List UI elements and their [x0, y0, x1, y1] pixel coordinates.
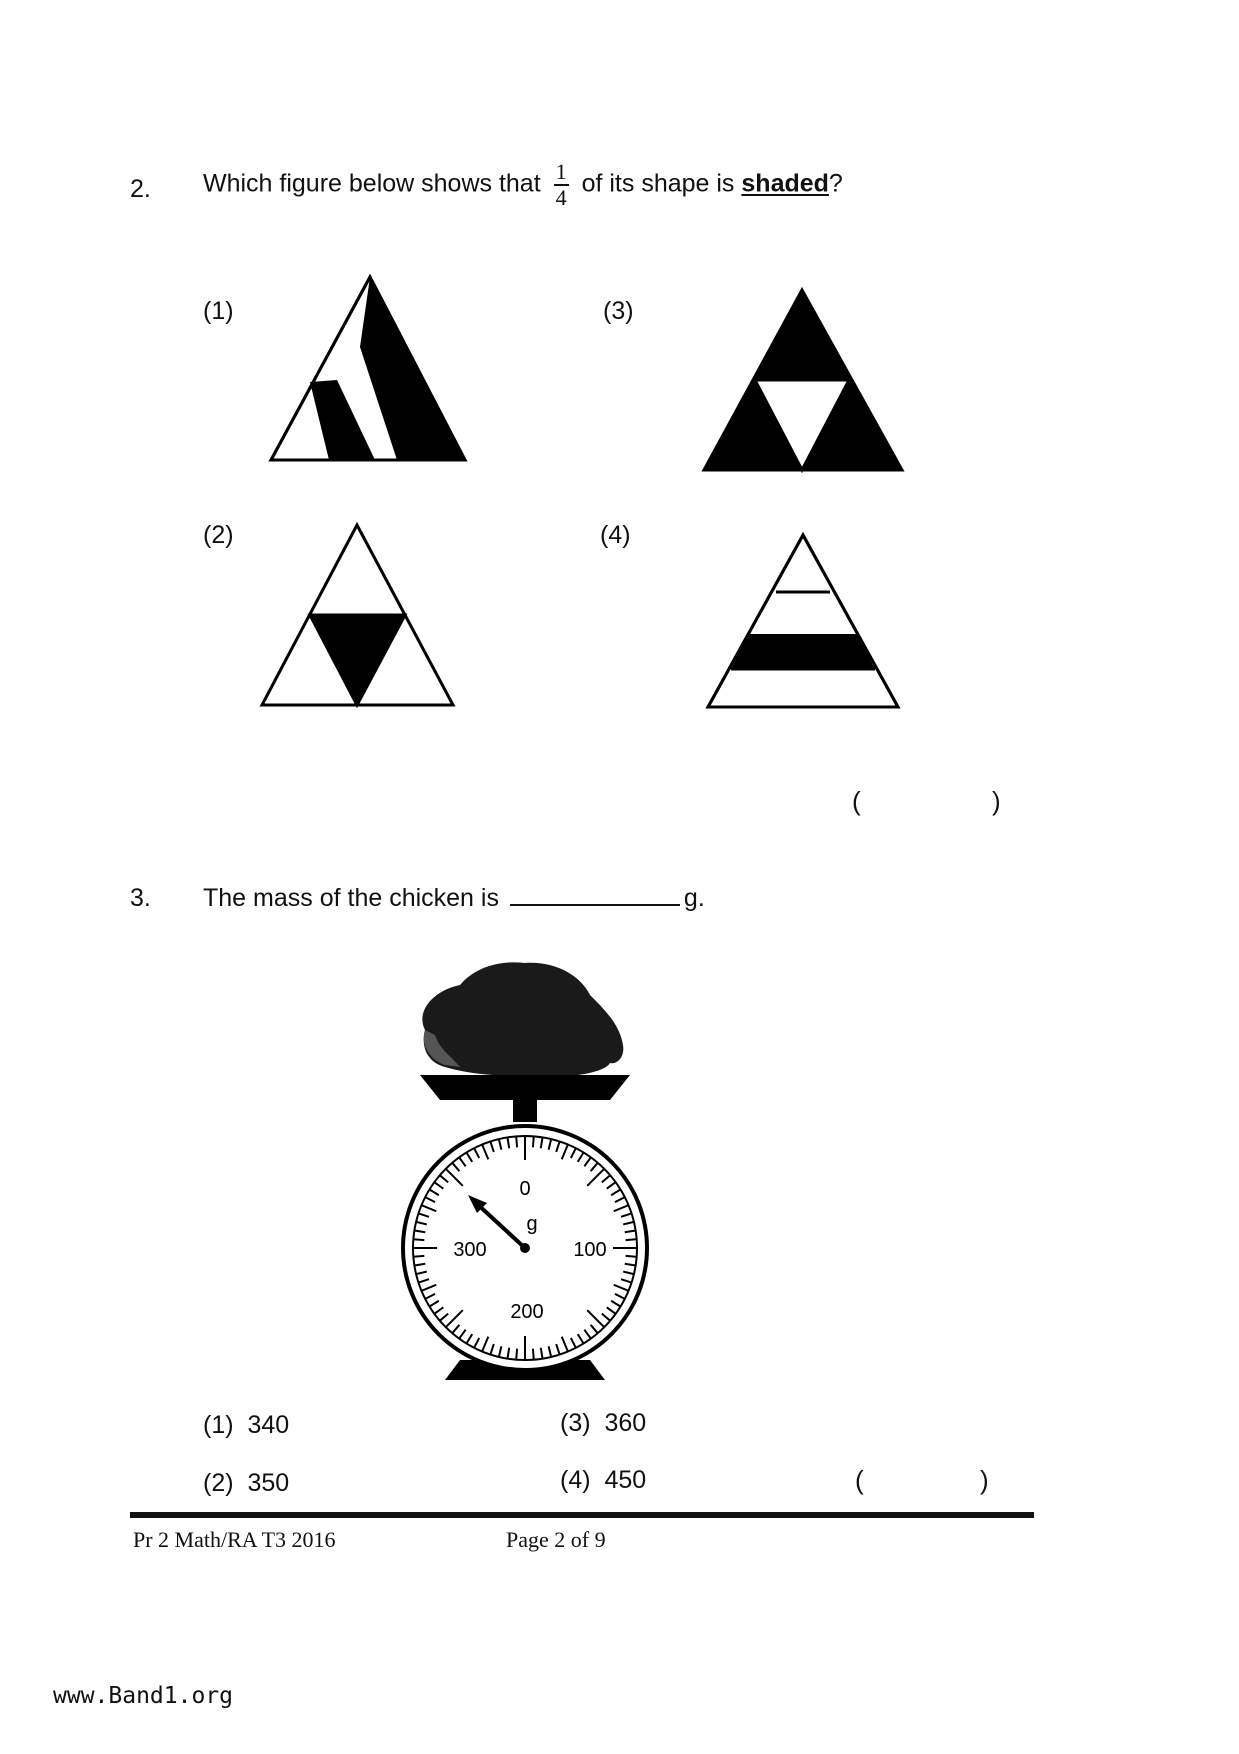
choice-1-label: (1): [203, 1411, 234, 1439]
question-2-text: [203, 160, 843, 210]
dial-tick: [516, 1136, 517, 1147]
option-3-label: (3): [603, 297, 634, 325]
answer-blank[interactable]: [510, 882, 680, 906]
choice-1-value: 340: [247, 1411, 290, 1439]
fraction-denominator: 4: [555, 185, 567, 210]
triangle-corners-shaded-icon: [702, 287, 904, 473]
question-3-text: [203, 882, 705, 913]
dial-label-200: 200: [510, 1301, 544, 1323]
dial-label-100: 100: [573, 1239, 607, 1261]
question-2-emphasis: shaded: [741, 169, 829, 198]
dial-tick: [533, 1136, 534, 1147]
fraction-one-quarter: [554, 160, 569, 210]
q3-answer-close-paren: ): [980, 1465, 989, 1495]
q3-answer-open-paren: (: [855, 1465, 864, 1495]
dial-tick: [626, 1256, 637, 1257]
fraction-numerator: 1: [555, 159, 567, 184]
question-3-unit: g.: [683, 884, 705, 912]
q2-answer-close-paren: ): [992, 786, 1001, 816]
scale-pan: [420, 1075, 630, 1100]
dial-tick: [413, 1239, 424, 1240]
dial-tick: [533, 1349, 534, 1360]
question-2-text-end: ?: [828, 169, 843, 198]
choice-1[interactable]: [203, 1411, 289, 1440]
choice-3-value: 360: [604, 1409, 647, 1437]
choice-2-label: (2): [203, 1469, 234, 1497]
site-url: www.Band1.org: [53, 1683, 234, 1709]
dial-tick: [413, 1256, 424, 1257]
question-2-number: 2.: [130, 175, 151, 203]
option-1-label: (1): [203, 297, 234, 325]
footer-page: Page 2 of 9: [506, 1527, 606, 1552]
triangle-horizontal-band-icon: [705, 532, 901, 710]
dial-label-300: 300: [453, 1239, 487, 1261]
choice-4-label: (4): [560, 1466, 591, 1494]
choice-3[interactable]: [560, 1409, 646, 1438]
choice-2[interactable]: [203, 1469, 289, 1498]
option-2-label: (2): [203, 521, 234, 549]
choice-3-label: (3): [560, 1409, 591, 1437]
option-4-label: (4): [600, 521, 631, 549]
scale-stem: [513, 1100, 537, 1122]
chicken-on-scale-illustration: [405, 955, 655, 1385]
choice-4-value: 450: [604, 1466, 647, 1494]
q2-answer-open-paren: (: [852, 786, 861, 816]
question-3-number: 3.: [130, 884, 151, 912]
dial-tick: [516, 1349, 517, 1360]
footer-course: Pr 2 Math/RA T3 2016: [133, 1527, 336, 1552]
choice-2-value: 350: [247, 1469, 290, 1497]
question-2-text-middle: of its shape is: [581, 169, 735, 198]
question-3-text-before: The mass of the chicken is: [203, 884, 499, 912]
question-2-text-before: Which figure below shows that: [203, 169, 541, 198]
triangle-diagonal-stripes-icon: [265, 272, 465, 462]
triangle-center-shaded-icon: [260, 522, 456, 708]
dial-tick: [626, 1239, 637, 1240]
dial-unit-label: g: [526, 1213, 538, 1235]
choice-4[interactable]: [560, 1466, 646, 1495]
dial-label-0: 0: [519, 1178, 531, 1200]
footer-rule: [130, 1512, 1034, 1518]
